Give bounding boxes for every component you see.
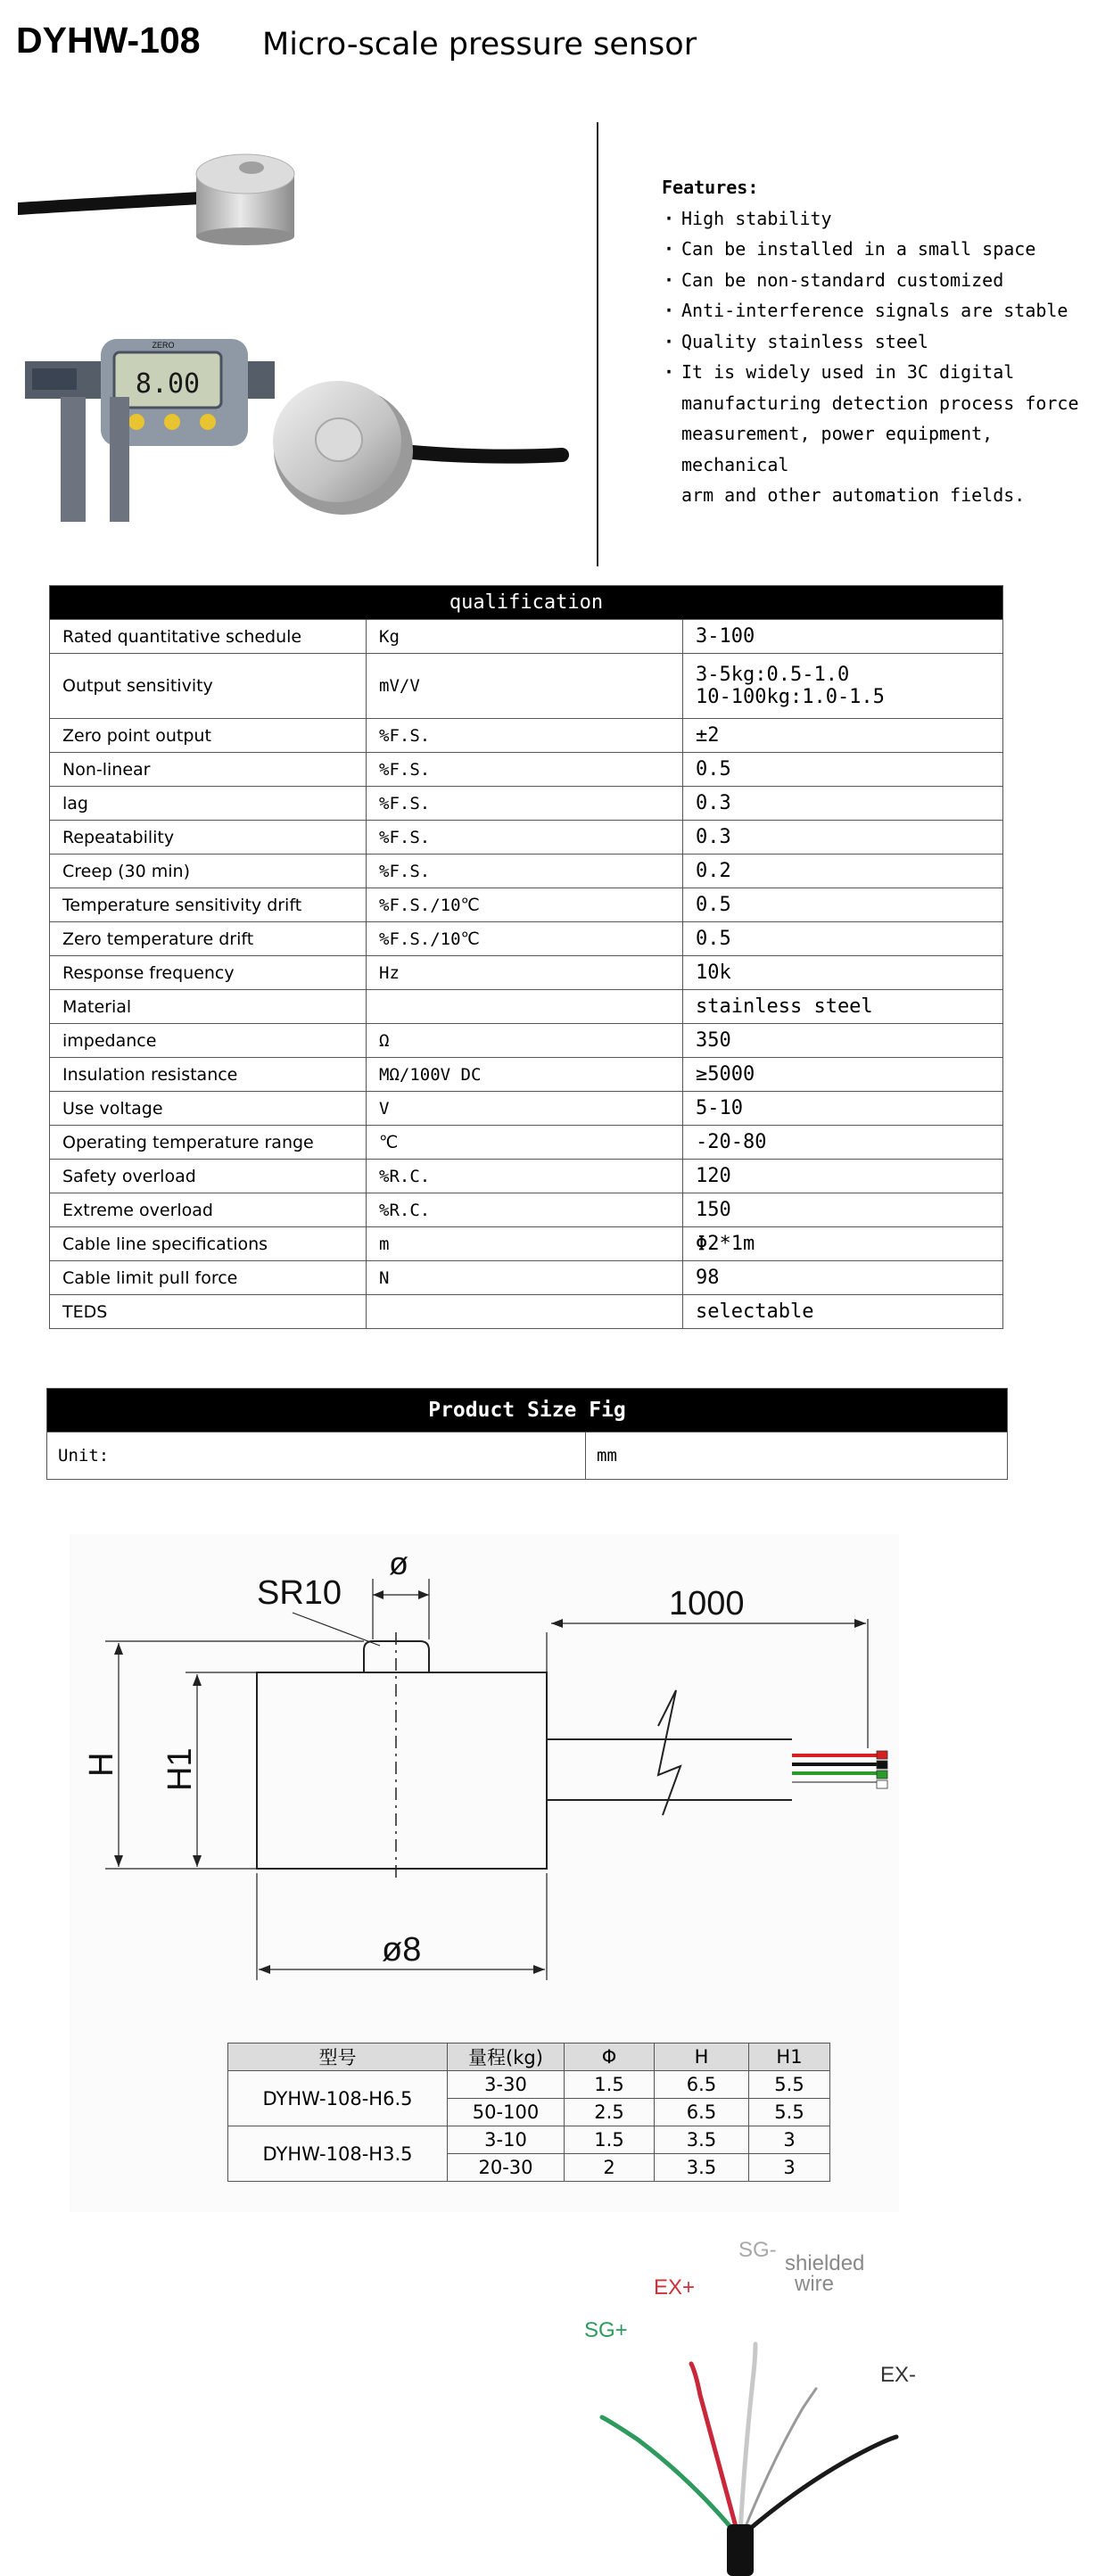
spec-unit: %R.C. <box>367 1193 683 1227</box>
spec-unit: %F.S. <box>367 719 683 753</box>
spec-value: 120 <box>683 1160 1003 1193</box>
wire-label-sg-plus: SG+ <box>584 2318 628 2342</box>
sensor-photo-top <box>18 143 303 254</box>
spec-unit: %F.S. <box>367 855 683 888</box>
spec-value: 350 <box>683 1024 1003 1058</box>
feature-item: · Anti-interference signals are stable <box>662 295 1090 326</box>
spec-value: 98 <box>683 1261 1003 1295</box>
spec-value-line: 10-100kg:1.0-1.5 <box>696 686 885 708</box>
spec-unit: %F.S. <box>367 753 683 787</box>
dim-header: 型号 <box>228 2043 448 2071</box>
dim-range: 20-30 <box>448 2154 565 2182</box>
h-label: H <box>83 1752 120 1777</box>
caliper-display-value: 8.00 <box>135 368 201 400</box>
dim-h1: 3 <box>749 2154 830 2182</box>
spec-value: Φ2*1m <box>683 1227 1003 1261</box>
unit-value: mm <box>586 1432 1008 1480</box>
vertical-divider <box>597 122 598 566</box>
dim-model: DYHW-108-H6.5 <box>228 2071 448 2126</box>
spec-unit: N <box>367 1261 683 1295</box>
spec-table <box>49 585 1003 1329</box>
spec-param: Safety overload <box>50 1160 367 1193</box>
spec-value: 0.5 <box>683 753 1003 787</box>
dim-range: 3-10 <box>448 2126 565 2154</box>
size-fig-table <box>46 1388 1008 1480</box>
spec-value: -20-80 <box>683 1126 1003 1160</box>
sr-label: SR10 <box>257 1574 342 1612</box>
spec-unit: %F.S./10℃ <box>367 922 683 956</box>
dim-range: 50-100 <box>448 2099 565 2126</box>
size-fig-header: Product Size Fig <box>47 1389 1008 1432</box>
spec-param: Rated quantitative schedule <box>50 620 367 654</box>
feature-item: · Can be installed in a small space <box>662 234 1090 265</box>
dim-model: DYHW-108-H3.5 <box>228 2126 448 2182</box>
spec-param: Repeatability <box>50 821 367 855</box>
wire-shield <box>743 2389 816 2533</box>
wire-sg-minus <box>740 2344 755 2533</box>
dim-h1: 3 <box>749 2126 830 2154</box>
spec-param: Creep (30 min) <box>50 855 367 888</box>
spec-unit: m <box>367 1227 683 1261</box>
spec-value: 5-10 <box>683 1092 1003 1126</box>
spec-value: ±2 <box>683 719 1003 753</box>
wire-ends <box>792 1755 877 1782</box>
dim-header: H <box>655 2043 749 2071</box>
wire-label-wire: wire <box>795 2272 835 2296</box>
wire-ex-minus <box>745 2437 896 2533</box>
feature-item: · Quality stainless steel <box>662 326 1090 358</box>
wire-label-sg-minus: SG- <box>738 2238 777 2262</box>
wire-label-shielded: shielded <box>785 2251 865 2275</box>
spec-param: lag <box>50 787 367 821</box>
spec-unit: MΩ/100V DC <box>367 1058 683 1092</box>
spec-unit: Ω <box>367 1024 683 1058</box>
dim-h1: 5.5 <box>749 2071 830 2099</box>
dim-range: 3-30 <box>448 2071 565 2099</box>
features-list <box>662 172 1090 511</box>
phi-label: ø <box>389 1545 408 1581</box>
spec-value: 150 <box>683 1193 1003 1227</box>
spec-value: ≥5000 <box>683 1058 1003 1092</box>
spec-unit: %F.S. <box>367 821 683 855</box>
spec-param: Response frequency <box>50 956 367 990</box>
spec-param: Temperature sensitivity drift <box>50 888 367 922</box>
h1-label: H1 <box>161 1747 199 1791</box>
product-subtitle: Micro-scale pressure sensor <box>262 27 697 62</box>
caliper-photo <box>25 326 275 522</box>
dim-phi: 1.5 <box>565 2126 655 2154</box>
spec-param: Material <box>50 990 367 1024</box>
spec-unit <box>367 1295 683 1329</box>
dim-h: 6.5 <box>655 2099 749 2126</box>
feature-item: · High stability <box>662 203 1090 235</box>
spec-value: 10k <box>683 956 1003 990</box>
wire-label-ex-minus: EX- <box>880 2363 917 2387</box>
spec-param: Zero point output <box>50 719 367 753</box>
spec-value: 0.3 <box>683 821 1003 855</box>
dim-h: 3.5 <box>655 2154 749 2182</box>
product-model: DYHW-108 <box>16 20 201 61</box>
wiring-diagram <box>548 2230 932 2576</box>
spec-param: Output sensitivity <box>50 654 367 719</box>
dim-header: H1 <box>749 2043 830 2071</box>
dim-h1: 5.5 <box>749 2099 830 2126</box>
spec-unit <box>367 990 683 1024</box>
dim-phi: 2.5 <box>565 2099 655 2126</box>
spec-value: 0.3 <box>683 787 1003 821</box>
dim-h: 6.5 <box>655 2071 749 2099</box>
features-title: Features: <box>662 177 759 198</box>
caliper-brand-label: ZERO <box>152 341 175 350</box>
spec-unit: Kg <box>367 620 683 654</box>
spec-value: 0.2 <box>683 855 1003 888</box>
feature-item-continued: measurement, power equipment, mechanical <box>681 423 994 475</box>
dim-phi: 1.5 <box>565 2071 655 2099</box>
spec-value: 3-100 <box>683 620 1003 654</box>
spec-value <box>683 654 1003 719</box>
spec-param: Cable limit pull force <box>50 1261 367 1295</box>
spec-unit: mV/V <box>367 654 683 719</box>
sensor-body-outline <box>257 1672 547 1869</box>
model-dimension-table <box>227 2043 830 2182</box>
spec-value: 0.5 <box>683 888 1003 922</box>
spec-unit: %R.C. <box>367 1160 683 1193</box>
spec-unit: %F.S./10℃ <box>367 888 683 922</box>
wire-label-ex-plus: EX+ <box>654 2275 696 2299</box>
spec-param: Cable line specifications <box>50 1227 367 1261</box>
spec-unit: %F.S. <box>367 787 683 821</box>
spec-value: selectable <box>683 1295 1003 1329</box>
dim-h: 3.5 <box>655 2126 749 2154</box>
wire-tips <box>877 1751 887 1788</box>
spec-unit: V <box>367 1092 683 1126</box>
wire-sg-plus <box>602 2417 736 2533</box>
spec-unit: ℃ <box>367 1126 683 1160</box>
spec-value: 0.5 <box>683 922 1003 956</box>
spec-value-line: 3-5kg:0.5-1.0 <box>696 664 850 686</box>
spec-param: TEDS <box>50 1295 367 1329</box>
feature-item-continued: manufacturing detection process force <box>681 392 1079 414</box>
sensor-photo-side <box>268 352 571 531</box>
spec-param: Extreme overload <box>50 1193 367 1227</box>
spec-param: Operating temperature range <box>50 1126 367 1160</box>
dim-header: Φ <box>565 2043 655 2071</box>
diameter-label: ø8 <box>382 1931 422 1969</box>
spec-param: impedance <box>50 1024 367 1058</box>
spec-param: Use voltage <box>50 1092 367 1126</box>
spec-value: stainless steel <box>683 990 1003 1024</box>
spec-param: Non-linear <box>50 753 367 787</box>
spec-param: Zero temperature drift <box>50 922 367 956</box>
length-label: 1000 <box>669 1585 745 1622</box>
break-symbol <box>658 1690 680 1815</box>
feature-item-continued: arm and other automation fields. <box>681 484 1026 506</box>
unit-label: Unit: <box>47 1432 586 1480</box>
spec-param: Insulation resistance <box>50 1058 367 1092</box>
cable-jacket <box>727 2524 754 2576</box>
spec-table-header: qualification <box>50 586 1003 620</box>
dim-header: 量程(kg) <box>448 2043 565 2071</box>
feature-item: · It is widely used in 3C digital <box>662 357 1090 388</box>
feature-item: · Can be non-standard customized <box>662 265 1090 296</box>
dim-phi: 2 <box>565 2154 655 2182</box>
spec-unit: Hz <box>367 956 683 990</box>
